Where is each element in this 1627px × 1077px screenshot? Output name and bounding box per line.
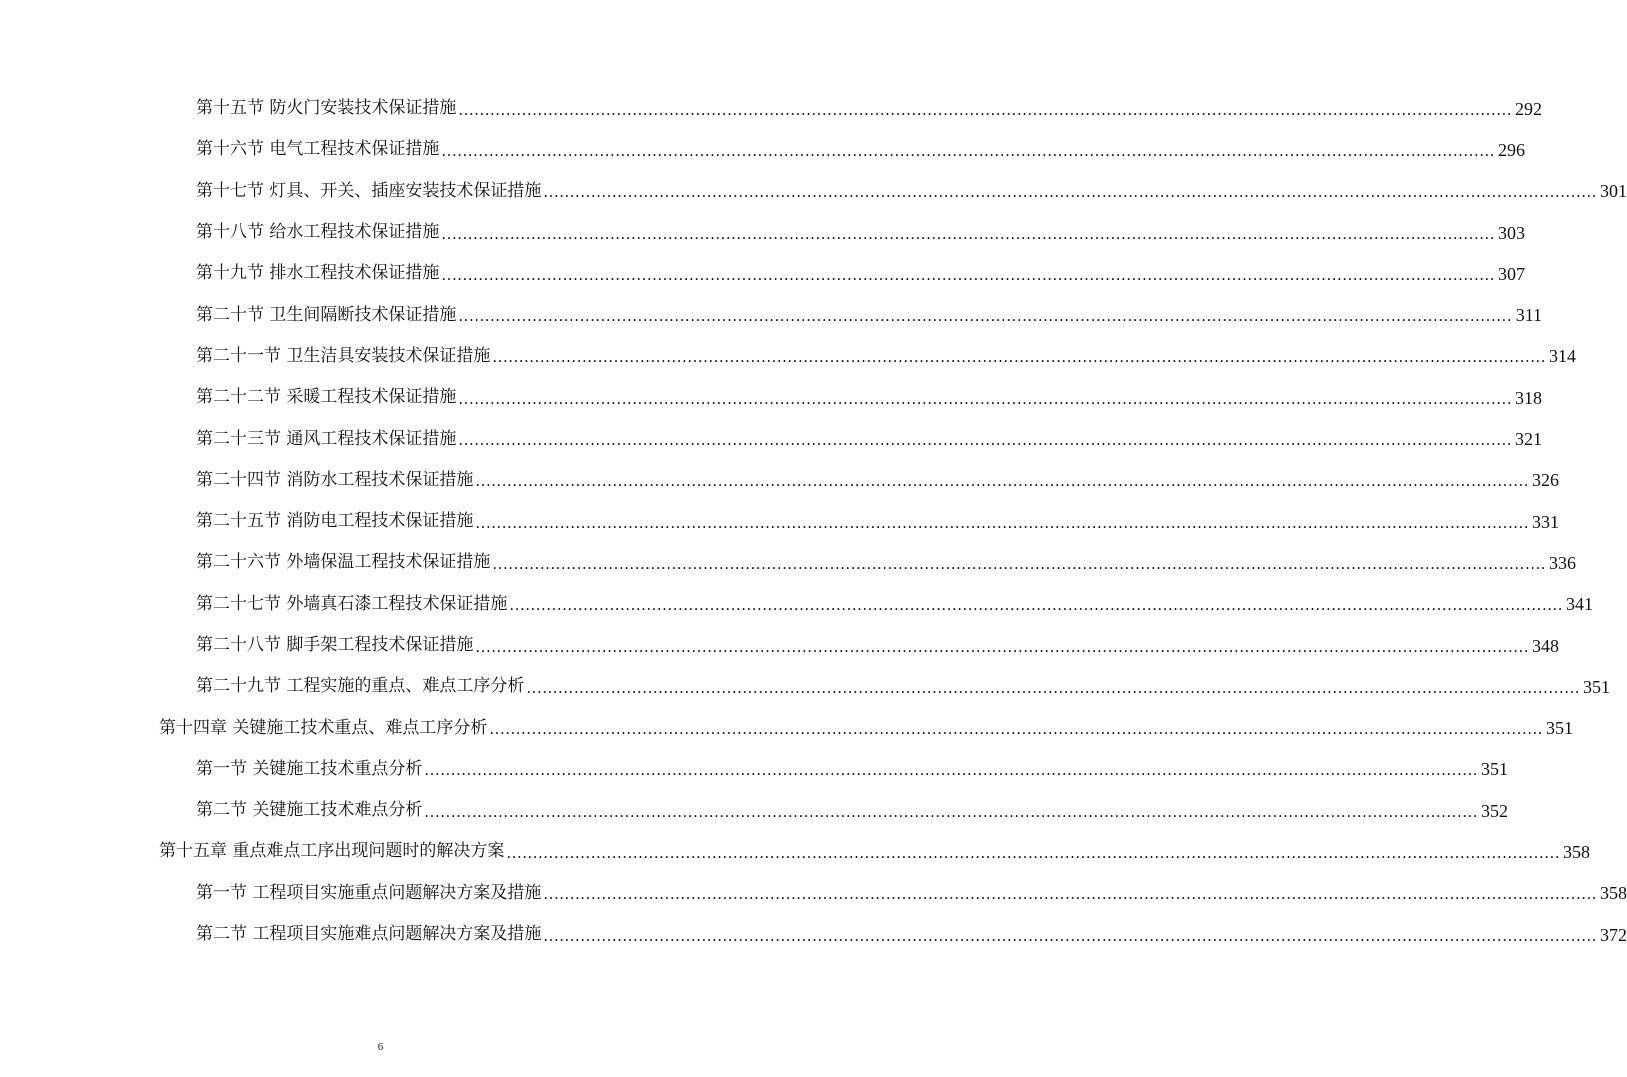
toc-entry-title: 第二节 工程项目实施难点问题解决方案及措施 <box>196 924 542 945</box>
toc-section-entry[interactable] <box>0 336 1577 377</box>
toc-entry-title: 第十六节 电气工程技术保证措施 <box>196 139 440 160</box>
toc-entry-page-number: 311 <box>1515 305 1543 326</box>
toc-section-entry[interactable] <box>0 129 1526 170</box>
toc-entry-title: 第十五节 防火门安装技术保证措施 <box>196 98 457 119</box>
toc-dot-leader: ........................................................................................................................................................................................................ <box>492 348 1547 367</box>
toc-entry-page-number: 292 <box>1515 98 1543 119</box>
toc-dot-leader: ........................................................................................................................................................................................................ <box>543 926 1598 945</box>
toc-entry-page-number: 352 <box>1481 800 1509 821</box>
toc-entry-title: 第十七节 灯具、开关、插座安装技术保证措施 <box>196 180 542 201</box>
toc-entry-page-number: 336 <box>1549 552 1577 573</box>
toc-entry-page-number: 326 <box>1532 470 1560 491</box>
toc-dot-leader: ........................................................................................................................................................................................................ <box>441 265 1496 284</box>
toc-dot-leader: ........................................................................................................................................................................................................ <box>526 678 1581 697</box>
toc-section-entry[interactable] <box>0 377 1543 418</box>
toc-dot-leader: ........................................................................................................................................................................................................ <box>489 720 1544 739</box>
toc-dot-leader: ........................................................................................................................................................................................................ <box>458 389 1513 408</box>
toc-entry-page-number: 314 <box>1549 346 1577 367</box>
toc-dot-leader: ........................................................................................................................................................................................................ <box>475 637 1530 656</box>
toc-entry-title: 第十五章 重点难点工序出现问题时的解决方案 <box>159 841 505 862</box>
toc-entry-title: 第二十二节 采暖工程技术保证措施 <box>196 387 457 408</box>
toc-dot-leader: ........................................................................................................................................................................................................ <box>458 307 1513 326</box>
toc-dot-leader: ........................................................................................................................................................................................................ <box>441 224 1496 243</box>
toc-section-entry[interactable] <box>0 88 1543 129</box>
toc-entry-title: 第二十七节 外墙真石漆工程技术保证措施 <box>196 593 508 614</box>
toc-entry-page-number: 301 <box>1600 181 1627 202</box>
toc-dot-leader: ........................................................................................................................................................................................................ <box>424 802 1479 821</box>
toc-section-entry[interactable] <box>0 666 1611 707</box>
toc-dot-leader: ........................................................................................................................................................................................................ <box>475 513 1530 532</box>
toc-entry-page-number: 351 <box>1583 676 1611 697</box>
toc-section-entry[interactable] <box>0 418 1543 459</box>
toc-entry-page-number: 351 <box>1546 718 1574 739</box>
toc-entry-page-number: 307 <box>1498 263 1526 284</box>
toc-dot-leader: ........................................................................................................................................................................................................ <box>475 472 1530 491</box>
toc-dot-leader: ........................................................................................................................................................................................................ <box>424 761 1479 780</box>
toc-section-entry[interactable] <box>0 542 1577 583</box>
toc-entry-page-number: 358 <box>1563 841 1591 862</box>
toc-entry-page-number: 372 <box>1600 924 1627 945</box>
toc-entry-page-number: 351 <box>1481 759 1509 780</box>
toc-entry-title: 第二十三节 通风工程技术保证措施 <box>196 428 457 449</box>
toc-dot-leader: ........................................................................................................................................................................................................ <box>506 843 1561 862</box>
toc-entry-page-number: 358 <box>1600 883 1627 904</box>
toc-section-entry[interactable] <box>0 212 1526 253</box>
toc-entry-title: 第二十节 卫生间隔断技术保证措施 <box>196 304 457 325</box>
toc-section-entry[interactable] <box>0 294 1543 335</box>
table-of-contents <box>0 88 1627 955</box>
toc-entry-page-number: 331 <box>1532 511 1560 532</box>
toc-section-entry[interactable] <box>0 625 1560 666</box>
toc-entry-page-number: 341 <box>1566 594 1594 615</box>
toc-entry-title: 第二十五节 消防电工程技术保证措施 <box>196 511 474 532</box>
toc-entry-title: 第二十四节 消防水工程技术保证措施 <box>196 469 474 490</box>
toc-section-entry[interactable] <box>0 253 1526 294</box>
toc-section-entry[interactable] <box>0 873 1627 914</box>
toc-dot-leader: ........................................................................................................................................................................................................ <box>492 554 1547 573</box>
toc-chapter-entry[interactable] <box>0 831 1591 872</box>
toc-entry-title: 第一节 关键施工技术重点分析 <box>196 758 423 779</box>
toc-section-entry[interactable] <box>0 460 1560 501</box>
page-number: 6 <box>377 1041 384 1053</box>
toc-section-entry[interactable] <box>0 171 1627 212</box>
toc-dot-leader: ........................................................................................................................................................................................................ <box>441 141 1496 160</box>
toc-section-entry[interactable] <box>0 749 1509 790</box>
toc-entry-page-number: 303 <box>1498 222 1526 243</box>
toc-dot-leader: ........................................................................................................................................................................................................ <box>458 431 1513 450</box>
toc-section-entry[interactable] <box>0 584 1594 625</box>
toc-entry-title: 第十九节 排水工程技术保证措施 <box>196 263 440 284</box>
toc-dot-leader: ........................................................................................................................................................................................................ <box>543 885 1598 904</box>
toc-dot-leader: ........................................................................................................................................................................................................ <box>543 183 1598 202</box>
toc-dot-leader: ........................................................................................................................................................................................................ <box>509 596 1564 615</box>
toc-entry-title: 第二十八节 脚手架工程技术保证措施 <box>196 635 474 655</box>
toc-entry-page-number: 318 <box>1515 387 1543 408</box>
toc-entry-page-number: 321 <box>1515 429 1543 450</box>
toc-entry-title: 第十八节 给水工程技术保证措施 <box>196 222 440 243</box>
toc-entry-page-number: 348 <box>1532 635 1560 656</box>
toc-chapter-entry[interactable] <box>0 707 1574 748</box>
toc-entry-page-number: 296 <box>1498 139 1526 160</box>
toc-entry-title: 第二十一节 卫生洁具安装技术保证措施 <box>196 345 491 366</box>
toc-entry-title: 第二十六节 外墙保温工程技术保证措施 <box>196 552 491 573</box>
toc-section-entry[interactable] <box>0 790 1509 831</box>
toc-entry-title: 第一节 工程项目实施重点问题解决方案及措施 <box>196 882 542 903</box>
toc-entry-title: 第二节 关键施工技术难点分析 <box>196 800 423 821</box>
toc-entry-title: 第十四章 关键施工技术重点、难点工序分析 <box>159 717 488 738</box>
toc-entry-title: 第二十九节 工程实施的重点、难点工序分析 <box>196 676 525 697</box>
toc-section-entry[interactable] <box>0 501 1560 542</box>
toc-dot-leader: ........................................................................................................................................................................................................ <box>458 100 1513 119</box>
toc-section-entry[interactable] <box>0 914 1627 955</box>
